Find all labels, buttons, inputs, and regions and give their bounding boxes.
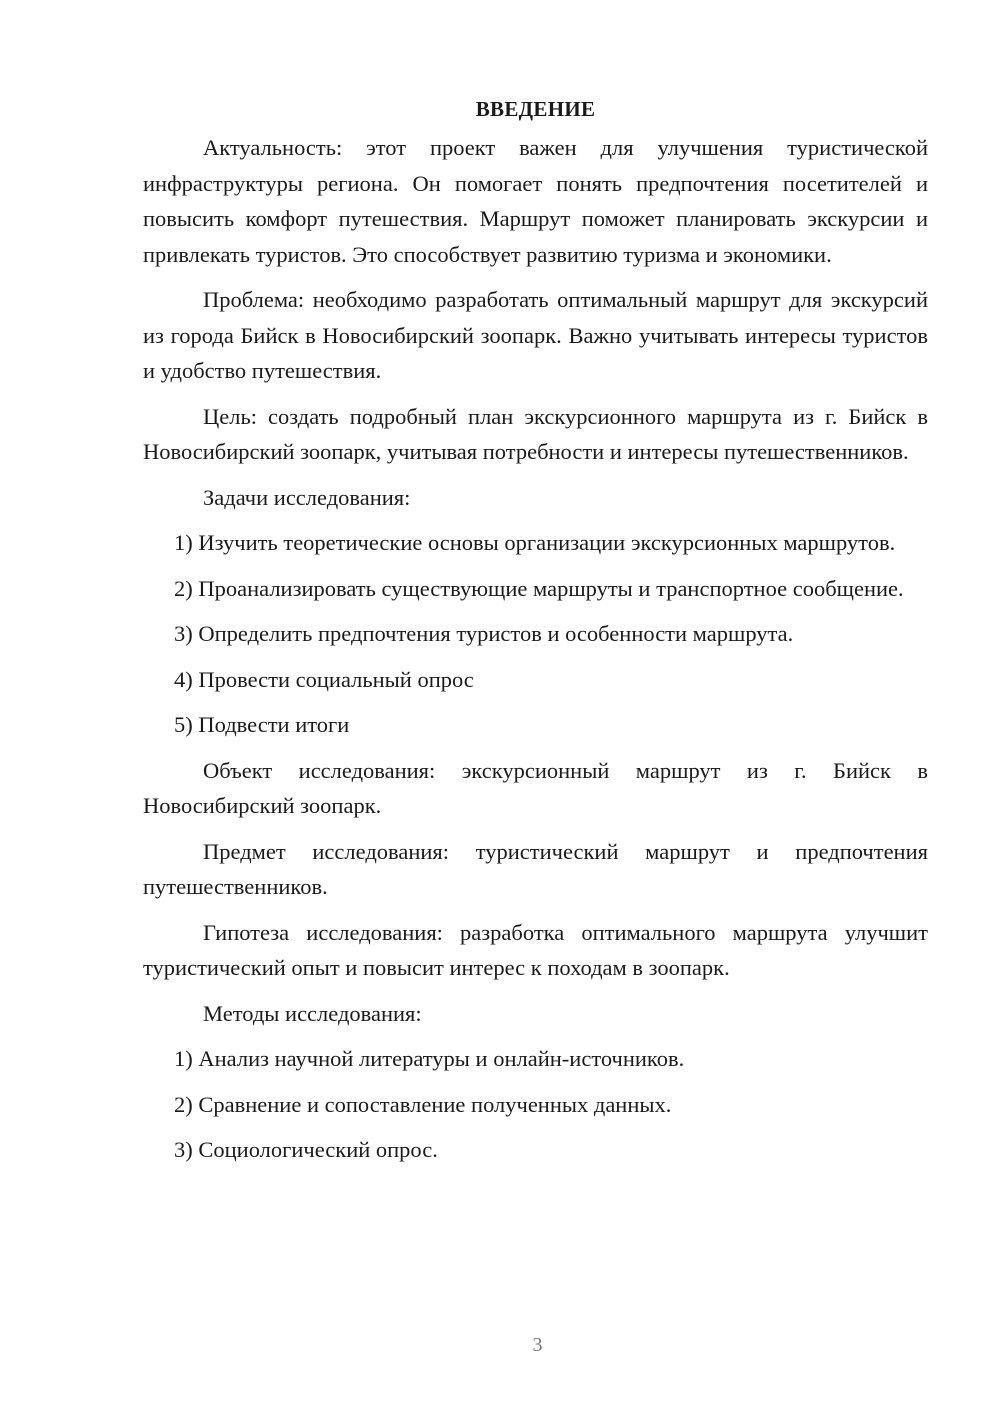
- paragraph-tasks-heading: Задачи исследования:: [203, 484, 411, 510]
- list-item-task-3: 3) Определить предпочтения туристов и особенности маршрута.: [174, 621, 794, 646]
- section-title: ВВЕДЕНИЕ: [475, 97, 596, 121]
- list-item-method-2: 2) Сравнение и сопоставление полученных данных.: [174, 1091, 672, 1117]
- list-item-task-4: 4) Провести социальный опрос: [174, 666, 474, 692]
- paragraph-hypothesis: Гипотеза исследования: разработка оптимального маршрута улучшит туристический опыт и повысит интерес к походам в зоопарк.: [143, 919, 928, 980]
- paragraph-relevance: Актуальность: этот проект важен для улучшения туристической инфраструктуры региона. Он помогает понять предпочтения посетителей и повысить комфорт путешествия. Маршрут поможет планировать экскурсии и привлекать туристов. Это способствует развитию туризма и экономики.: [143, 135, 928, 267]
- list-item-method-3: 3) Социологический опрос.: [174, 1137, 438, 1162]
- paragraph-problem: Проблема: необходимо разработать оптимальный маршрут для экскурсий из города Бийск в Новосибирский зоопарк. Важно учитывать интересы туристов и удобство путешествия.: [143, 287, 928, 383]
- list-item-task-5: 5) Подвести итоги: [174, 712, 350, 737]
- document-page: [143, 92, 928, 1178]
- paragraph-object: Объект исследования: экскурсионный маршрут из г. Бийск в Новосибирский зоопарк.: [143, 757, 928, 818]
- list-item-task-2: 2) Проанализировать существующие маршруты и транспортное сообщение.: [174, 575, 904, 601]
- paragraph-goal: Цель: создать подробный план экскурсионного маршрута из г. Бийск в Новосибирский зоопарк, учитывая потребности и интересы путешественников.: [143, 403, 928, 464]
- list-item-method-1: 1) Анализ научной литературы и онлайн-источников.: [174, 1046, 685, 1071]
- list-item-task-1: 1) Изучить теоретические основы организации экскурсионных маршрутов.: [174, 530, 896, 555]
- page-number: 3: [532, 1334, 543, 1356]
- paragraph-subject: Предмет исследования: туристический маршрут и предпочтения путешественников.: [143, 838, 928, 899]
- paragraph-methods-heading: Методы исследования:: [203, 1000, 422, 1026]
